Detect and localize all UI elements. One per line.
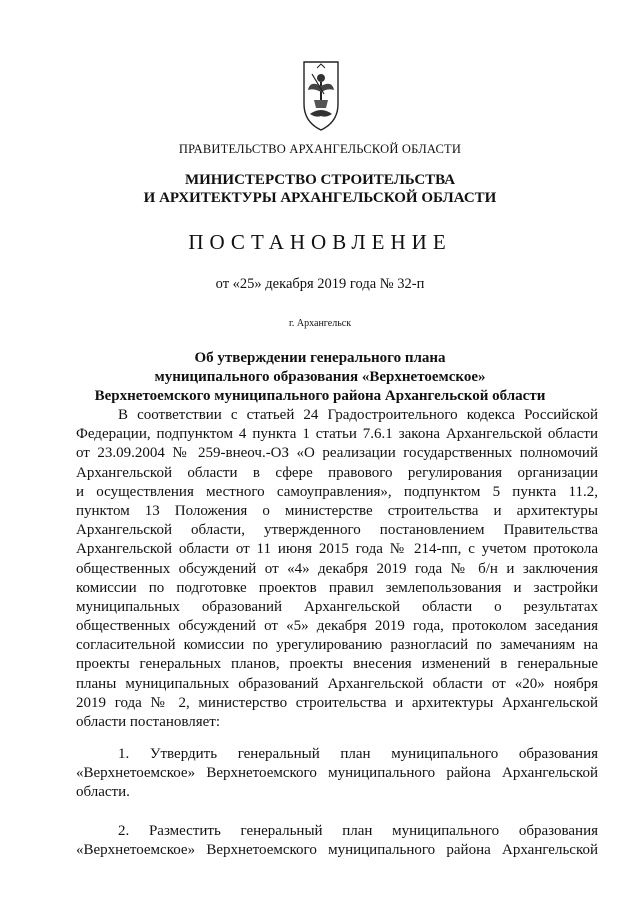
decree-item-1	[76, 745, 598, 803]
subject-line1: Об утверждении генерального плана	[194, 350, 446, 366]
ministry-name	[0, 171, 640, 207]
document-type-title: ПОСТАНОВЛЕНИЕ	[188, 230, 452, 254]
text-line: области.	[76, 784, 130, 801]
text-line: общественных обсуждений от «5» декабря 2019 года, протоколом заседания	[76, 618, 598, 635]
text-line: Архангельской области, утвержденного постановлением Правительства	[76, 522, 598, 539]
text-line: В соответствии с статьей 24 Градостроительного кодекса Российской	[118, 407, 598, 423]
text-line: Архангельской области от 11 июня 2015 года № 214-пп, с учетом протокола	[76, 541, 598, 558]
text-line: «Верхнетоемское» Верхнетоемского муниципального района Архангельской	[76, 765, 598, 782]
text-line: планы муниципальных образований Архангельской области от «20» ноября	[76, 675, 598, 692]
subject-line3: Верхнетоемского муниципального района Архангельской области	[94, 388, 546, 404]
text-line: комиссии по подготовке проектов правил землепользования и застройки	[76, 579, 598, 596]
text-line: «Верхнетоемское» Верхнетоемского муниципального района Архангельской	[76, 842, 598, 859]
text-line: пунктом 13 Положения о министерстве строительства и архитектуры	[76, 502, 598, 519]
subject-line2: муниципального образования «Верхнетоемское»	[154, 369, 486, 385]
decree-item-2	[76, 822, 598, 860]
ministry-name-line2: И АРХИТЕКТУРЫ АРХАНГЕЛЬСКОЙ ОБЛАСТИ	[143, 190, 497, 206]
government-name: ПРАВИТЕЛЬСТВО АРХАНГЕЛЬСКОЙ ОБЛАСТИ	[178, 142, 462, 156]
ministry-name-line1: МИНИСТЕРСТВО СТРОИТЕЛЬСТВА	[184, 172, 456, 188]
text-line: области постановляет:	[76, 714, 221, 730]
preamble-paragraph	[76, 406, 598, 732]
city-name: г. Архангельск	[288, 318, 352, 329]
date-and-number: от «25» декабря 2019 года № 32-п	[215, 276, 425, 292]
text-line: 1. Утвердить генеральный план муниципального образования	[118, 746, 598, 762]
text-line: проекты генеральных планов, проекты внесения изменений в генеральные	[76, 656, 598, 673]
text-line: от 23.09.2004 № 259-внеоч.-ОЗ «О реализации государственных полномочий	[76, 445, 598, 462]
text-line: муниципальных образований Архангельской области о результатах	[76, 598, 598, 615]
text-line: согласительной комиссии по урегулированию разногласий по замечаниям на	[76, 637, 598, 654]
text-line: 2019 года № 2, министерство строительства и архитектуры Архангельской	[76, 694, 598, 711]
text-line: и осуществления местного самоуправления», подпунктом 5 пункта 11.2,	[76, 483, 598, 500]
coat-of-arms-archangel-icon	[300, 60, 342, 132]
decree-subject	[0, 349, 640, 406]
text-line: Федерации, подпунктом 4 пункта 1 статьи 7.6.1 закона Архангельской области	[76, 426, 598, 443]
text-line: общественных обсуждений от «4» декабря 2019 года № б/н и заключения	[76, 560, 598, 577]
text-line: Архангельской области в сфере правового регулирования организации	[76, 464, 598, 481]
text-line: 2. Разместить генеральный план муниципального образования	[118, 823, 598, 839]
